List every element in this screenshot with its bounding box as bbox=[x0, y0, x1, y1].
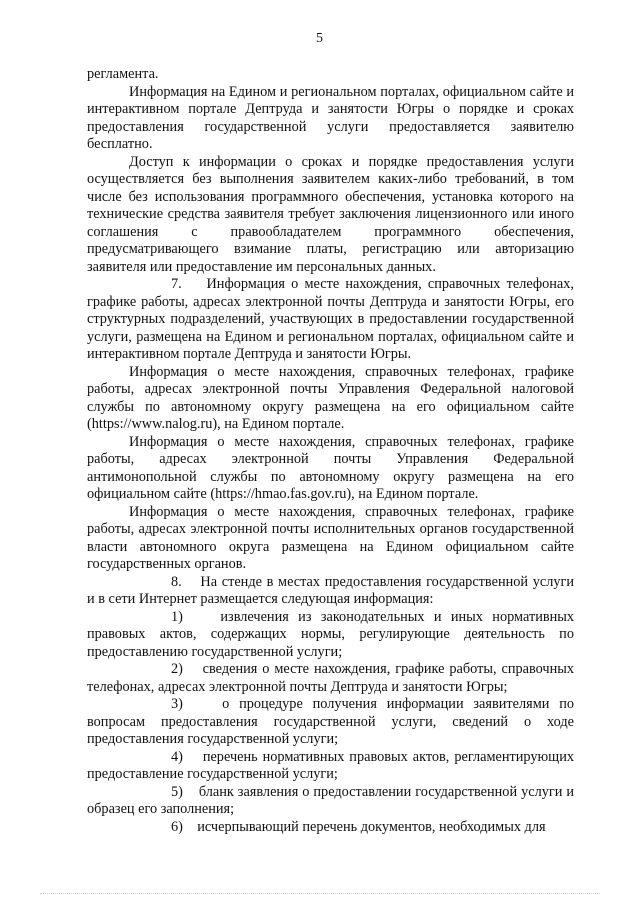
paragraph-text: перечень нормативных правовых актов, регламентирующих предоставление государственной услуги; bbox=[87, 748, 574, 782]
paragraph bbox=[87, 819, 574, 837]
paragraph bbox=[87, 276, 574, 364]
paragraph bbox=[87, 749, 574, 784]
paragraph-number: 3) bbox=[171, 696, 183, 712]
paragraph bbox=[87, 84, 574, 154]
paragraph-text: бланк заявления о предоставлении государственной услуги и образец его заполнения; bbox=[87, 783, 574, 817]
paragraph-number: 5) bbox=[171, 783, 183, 800]
paragraph-text: Информация о месте нахождения, справочных телефонах, графике работы, адресах электронной почты Управления Федеральной налоговой службы по автономному округу размещена на его официальном сайте (https://www.nalog.ru), на Едином портале. bbox=[87, 363, 574, 432]
paragraph bbox=[87, 784, 574, 819]
paragraph-number: 1) bbox=[171, 608, 183, 625]
paragraph bbox=[87, 661, 574, 696]
paragraph bbox=[87, 609, 574, 662]
paragraph-number: 2) bbox=[171, 661, 183, 677]
paragraph-text: Информация на Едином и региональном порталах, официальном сайте и интерактивном портале Дептруда и занятости Югры о порядке и сроках предоставления государственной услуги предоставляется заявителю бесплатно. bbox=[87, 83, 574, 152]
paragraph-text: На стенде в местах предоставления государственной услуги и в сети Интернет размещается следующая информация: bbox=[87, 573, 575, 607]
paragraph-text: Информация о месте нахождения, справочных телефонах, графике работы, адресах электронной почты Управления Федеральной антимонопольной службы по автономному округу размещена на его официальном сайте (https://hmao.fas.gov.ru), на Едином портале. bbox=[87, 433, 574, 502]
scan-bottom-edge bbox=[40, 893, 600, 894]
paragraph bbox=[87, 696, 574, 749]
paragraph-number: 6) bbox=[171, 818, 183, 835]
paragraph-text: сведения о месте нахождения, графике работы, справочных телефонах, адресах электронной почты Дептруда и занятости Югры; bbox=[87, 661, 574, 695]
paragraph-number: 4) bbox=[171, 748, 183, 765]
page-number: 5 bbox=[316, 31, 323, 46]
paragraph bbox=[87, 504, 574, 574]
paragraph-text: исчерпывающий перечень документов, необходимых для bbox=[197, 818, 546, 835]
paragraph-number: 8. bbox=[171, 573, 182, 590]
paragraph bbox=[87, 574, 574, 609]
document-body bbox=[87, 66, 574, 836]
paragraph-text: регламента. bbox=[87, 66, 159, 82]
paragraph bbox=[87, 66, 574, 84]
paragraph bbox=[87, 154, 574, 277]
paragraph-text: о процедуре получения информации заявителями по вопросам предоставления государственной услуги, сведений о ходе предоставления государственной услуги; bbox=[87, 696, 574, 747]
paragraph-text: Информация о месте нахождения, справочных телефонах, графике работы, адресах электронной почты Дептруда и занятости Югры, его структурных подразделений, участвующих в предоставлении государственной услуги, размещена на Едином и региональном порталах, официальном сайте и интерактивном портале Дептруда и занятости Югры. bbox=[87, 276, 574, 362]
paragraph bbox=[87, 434, 574, 504]
paragraph-text: извлечения из законодательных и иных нормативных правовых актов, содержащих нормы, регулирующие деятельность по предоставлению государственной услуги; bbox=[87, 608, 575, 660]
paragraph-number: 7. bbox=[171, 276, 182, 292]
paragraph-text: Информация о месте нахождения, справочных телефонах, графике работы, адресах электронной почты исполнительных органов государственной власти автономного округа размещена на Едином официальном сайте государственных органов. bbox=[87, 503, 574, 572]
paragraph-text: Доступ к информации о сроках и порядке предоставления услуги осуществляется без выполнения заявителем каких-либо требований, в том числе без использования программного обеспечения, установка которого на технические средства заявителя требует заключения лицензионного или иного соглашения с правообладателем программного обеспечения, предусматривающего взимание платы, регистрацию или авторизацию заявителя или предоставление им персональных данных. bbox=[87, 153, 574, 275]
paragraph bbox=[87, 364, 574, 434]
